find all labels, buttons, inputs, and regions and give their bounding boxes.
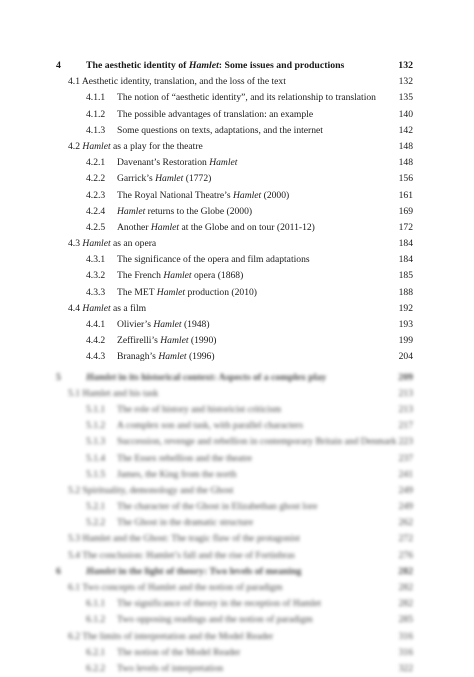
italic-title-part: Hamlet	[163, 270, 192, 282]
toc-entry-number: 4.3.2	[86, 270, 106, 282]
toc-entry-page: 241	[398, 468, 413, 480]
italic-title-part: Hamlet	[156, 286, 186, 298]
toc-entry-title	[117, 107, 313, 123]
toc-entry-sub	[0, 434, 474, 450]
toc-entry-sub	[0, 333, 474, 349]
italic-title-part: Hamlet	[86, 565, 116, 577]
title-part: as a film	[110, 302, 147, 314]
title-part: The Ghost in the dramatic structure	[117, 517, 254, 529]
title-part: in its historical context: Aspects of a complex play	[115, 371, 327, 383]
italic-title-part: Hamlet	[86, 371, 116, 383]
toc-entry-section	[0, 301, 474, 317]
title-part: Succession, revenge and rebellion in contemporary Britain and Denmark	[117, 436, 397, 448]
toc-entry-title	[117, 123, 323, 139]
toc-entry-section	[0, 531, 474, 547]
toc-entry-page: 204	[398, 351, 413, 363]
toc-entry-page: 135	[398, 92, 413, 104]
toc-entry-number: 6.2.1	[86, 646, 106, 658]
title-part: (1948)	[181, 319, 210, 330]
toc-entry-page: 142	[398, 124, 413, 136]
title-part: Two opposing readings and the notion of paradigm	[117, 614, 313, 626]
toc-entry-number: 4.2.1	[86, 157, 106, 169]
title-part: 5.1 Hamlet and his task	[68, 387, 159, 399]
toc-entry-title	[117, 268, 243, 284]
title-part: The character of the Ghost in Elizabethan ghost lore	[117, 501, 318, 513]
toc-entry-section	[0, 74, 474, 90]
toc-entry-page: 276	[398, 549, 413, 561]
toc-entry-sub	[0, 661, 474, 677]
toc-entry-number: 6.1.1	[86, 598, 106, 610]
toc-entry-number: 4.3.1	[86, 254, 106, 266]
italic-title-part: Hamlet	[155, 173, 184, 185]
toc-entry-sub	[0, 499, 474, 515]
toc-entry-page: 161	[398, 189, 413, 201]
toc-entry-number: 6.2.2	[86, 662, 106, 674]
toc-entry-page: 188	[398, 286, 413, 298]
toc-entry-title	[117, 645, 240, 661]
toc-entry-section	[0, 483, 474, 499]
toc-entry-number: 4.2.3	[86, 189, 106, 201]
italic-title-part: Hamlet	[153, 319, 182, 330]
toc-entry-section	[0, 580, 474, 596]
toc-entry-section	[0, 629, 474, 645]
toc-entry-sub	[0, 268, 474, 284]
toc-entry-number: 4.2.5	[86, 221, 106, 233]
toc-entry-title	[68, 548, 295, 564]
toc-entry-page: 148	[398, 140, 413, 152]
toc-entry-sub	[0, 171, 474, 187]
toc-entry-page: 285	[398, 614, 413, 626]
toc-entry-page: 199	[398, 335, 413, 347]
toc-entry-sub	[0, 418, 474, 434]
title-part: The notion of the Model Reader	[117, 646, 241, 658]
toc-entry-page: 217	[398, 420, 413, 432]
toc-entry-title	[117, 333, 216, 349]
toc-entry-sub	[0, 349, 474, 365]
toc-entry-page: 282	[398, 598, 413, 610]
title-part: at the Globe and on tour (2011-12)	[179, 221, 315, 233]
title-part: (1990)	[188, 335, 217, 347]
toc-entry-page: 185	[398, 270, 413, 282]
toc-entry-title	[68, 74, 286, 90]
italic-title-part: Hamlet	[209, 157, 238, 169]
toc-entry-title	[68, 531, 300, 547]
toc-entry-page: 156	[398, 173, 413, 185]
toc-entry-number: 4.1.1	[86, 92, 106, 104]
title-part: 6.1 Two concepts of Hamlet and the notion of paradigm	[68, 582, 283, 593]
toc-entry-page: 282	[398, 565, 413, 577]
toc-entry-page: 213	[398, 387, 413, 399]
title-part: The Essex rebellion and the theatre	[117, 452, 253, 464]
title-part: : Some issues and productions	[218, 60, 345, 71]
toc-entry-page: 132	[398, 76, 413, 88]
title-part: The notion of “aesthetic identity”, and its relationship to translation	[117, 92, 376, 104]
title-part: 5.4 The conclusion: Hamlet’s fall and the rise of Fortinbras	[68, 549, 295, 561]
toc-entry-title	[117, 252, 310, 268]
title-part: The MET	[117, 286, 157, 298]
toc-entry-number: 5.1.3	[86, 436, 106, 448]
title-part: (1772)	[183, 173, 212, 185]
toc-entry-sub	[0, 220, 474, 236]
toc-entry-sub	[0, 515, 474, 531]
toc-entry-number: 5.1.5	[86, 468, 106, 480]
toc-entry-number: 5	[56, 371, 61, 383]
toc-entry-title	[117, 418, 303, 434]
toc-entry-title	[86, 58, 344, 74]
toc-entry-chapter	[0, 370, 474, 386]
toc-entry-page: 209	[398, 371, 413, 383]
toc-entry-number: 5.1.2	[86, 420, 106, 432]
toc-entry-title	[117, 612, 313, 628]
toc-entry-title	[86, 370, 326, 386]
toc-entry-title	[117, 434, 396, 450]
toc-entry-title	[68, 629, 273, 645]
toc-entry-title	[117, 467, 236, 483]
title-part: as a play for the theatre	[110, 140, 203, 152]
toc-entry-title	[117, 204, 252, 220]
toc-entry-page: 184	[398, 238, 413, 250]
toc-entry-section	[0, 386, 474, 402]
toc-entry-page: 172	[398, 221, 413, 233]
toc-entry-number: 5.2.1	[86, 501, 106, 513]
title-part: The possible advantages of translation: an example	[117, 108, 314, 120]
title-part: A complex son and task, with parallel characters	[117, 420, 303, 432]
toc-entry-title	[68, 386, 158, 402]
toc-entry-title	[117, 90, 376, 106]
title-part: returns to the Globe (2000)	[145, 205, 253, 217]
toc-entry-number: 4.2.4	[86, 205, 106, 217]
toc-entry-sub	[0, 107, 474, 123]
italic-title-part: Hamlet	[158, 351, 187, 363]
toc-entry-number: 5.1.1	[86, 403, 106, 415]
toc-entry-page: 282	[398, 582, 413, 593]
toc-entry-number: 6	[56, 565, 61, 577]
title-part: 4.3	[68, 238, 83, 250]
title-part: Garrick’s	[117, 173, 156, 185]
toc-entry-sub	[0, 317, 474, 333]
toc-entry-sub	[0, 467, 474, 483]
toc-entry-page: 316	[398, 630, 413, 642]
toc-entry-chapter	[0, 58, 474, 74]
toc-entry-number: 5.2.2	[86, 517, 106, 529]
toc-entry-title	[68, 580, 282, 596]
toc-entry-page: 322	[398, 662, 413, 674]
toc-entry-page: 193	[398, 319, 413, 330]
toc-entry-sub	[0, 252, 474, 268]
title-part: (1996)	[186, 351, 215, 363]
title-part: opera (1868)	[191, 270, 244, 282]
title-part: production (2010)	[185, 286, 257, 298]
toc-entry-section	[0, 548, 474, 564]
toc-entry-title	[117, 285, 257, 301]
toc-entry-sub	[0, 204, 474, 220]
title-part: Two levels of interpretation	[117, 662, 224, 674]
title-part: The significance of theory in the reception of Hamlet	[117, 598, 322, 610]
title-part: 4.4	[68, 302, 83, 314]
toc-entry-page: 169	[398, 205, 413, 217]
title-part: (2000)	[261, 189, 290, 201]
toc-entry-title	[117, 220, 315, 236]
toc-entry-page: 223	[398, 436, 413, 448]
title-part: The aesthetic identity of	[86, 60, 189, 71]
toc-entry-title	[117, 317, 210, 333]
toc-entry-page: 192	[398, 302, 413, 314]
toc-entry-sub	[0, 188, 474, 204]
title-part: Some questions on texts, adaptations, and the internet	[117, 124, 323, 136]
title-part: 6.2 The limits of interpretation and the Model Reader	[68, 630, 274, 642]
toc-entry-sub	[0, 285, 474, 301]
toc-entry-number: 4.4.1	[86, 319, 106, 330]
toc-entry-sub	[0, 612, 474, 628]
toc-entry-page: 249	[398, 484, 413, 496]
toc-entry-page: 237	[398, 452, 413, 464]
toc-entry-page: 184	[398, 254, 413, 266]
title-part: James, the King from the north	[117, 468, 237, 480]
toc-entry-title	[86, 564, 301, 580]
italic-title-part: Hamlet	[82, 140, 111, 152]
toc-entry-page: 272	[398, 533, 413, 545]
toc-entry-page: 132	[398, 60, 413, 71]
title-part: 4.2	[68, 140, 83, 152]
title-part: in the light of theory: Two levels of meaning	[115, 565, 302, 577]
toc-entry-page: 262	[398, 517, 413, 529]
italic-title-part: Hamlet	[160, 335, 189, 347]
title-part: The Royal National Theatre’s	[117, 189, 233, 201]
toc-entry-title	[68, 236, 156, 252]
italic-title-part: Hamlet	[232, 189, 262, 201]
toc-entry-page: 148	[398, 157, 413, 169]
toc-entry-title	[117, 661, 223, 677]
toc-entry-sub	[0, 155, 474, 171]
toc-entry-sub	[0, 402, 474, 418]
title-part: 5.2 Spirituality, demonology and the Ghost	[68, 484, 234, 496]
toc-entry-number: 4.3.3	[86, 286, 106, 298]
toc-entry-number: 4.4.2	[86, 335, 106, 347]
toc-entry-section	[0, 139, 474, 155]
title-part: The significance of the opera and film adaptations	[117, 254, 310, 266]
italic-title-part: Hamlet	[188, 60, 219, 71]
italic-title-part: Hamlet	[82, 302, 111, 314]
toc-entry-sub	[0, 645, 474, 661]
title-part: Branagh’s	[117, 351, 159, 363]
toc-entry-sub	[0, 596, 474, 612]
toc-entry-title	[117, 155, 237, 171]
toc-entry-number: 4.2.2	[86, 173, 106, 185]
toc-entry-title	[117, 349, 215, 365]
toc-entry-page: 213	[398, 403, 413, 415]
toc-entry-number: 4	[56, 60, 61, 71]
title-part: 5.3 Hamlet and the Ghost: The tragic flaw of the protagonist	[68, 533, 300, 545]
toc-entry-title	[68, 483, 233, 499]
toc-entry-title	[117, 596, 321, 612]
toc-entry-title	[117, 402, 281, 418]
toc-entry-title	[68, 139, 203, 155]
toc-entry-title	[117, 515, 253, 531]
toc-entry-sub	[0, 123, 474, 139]
toc-entry-title	[117, 499, 317, 515]
title-part: Davenant’s Restoration	[117, 157, 210, 169]
toc-entry-sub	[0, 90, 474, 106]
title-part: as an opera	[110, 238, 157, 250]
toc-entry-number: 6.1.2	[86, 614, 106, 626]
toc-entry-number: 4.1.3	[86, 124, 106, 136]
toc-entry-sub	[0, 451, 474, 467]
toc-entry-page: 316	[398, 646, 413, 658]
toc-entry-title	[117, 451, 252, 467]
italic-title-part: Hamlet	[150, 221, 180, 233]
toc-entry-title	[117, 188, 289, 204]
toc-entry-number: 4.1.2	[86, 108, 106, 120]
title-part: Zeffirelli’s	[117, 335, 161, 347]
title-part: The role of history and historicist criticism	[117, 403, 282, 415]
toc-entry-title	[117, 171, 211, 187]
toc-entry-page: 140	[398, 108, 413, 120]
title-part: The French	[117, 270, 164, 282]
title-part: Olivier’s	[117, 319, 154, 330]
table-of-contents	[0, 58, 474, 677]
title-part: Another	[117, 221, 151, 233]
toc-entry-chapter	[0, 564, 474, 580]
toc-entry-title	[68, 301, 146, 317]
italic-title-part: Hamlet	[82, 238, 111, 250]
title-part: 4.1 Aesthetic identity, translation, and the loss of the text	[68, 76, 286, 88]
toc-entry-section	[0, 236, 474, 252]
italic-title-part: Hamlet	[117, 205, 146, 217]
toc-entry-page: 249	[398, 501, 413, 513]
toc-entry-number: 4.4.3	[86, 351, 106, 363]
toc-entry-number: 5.1.4	[86, 452, 106, 464]
